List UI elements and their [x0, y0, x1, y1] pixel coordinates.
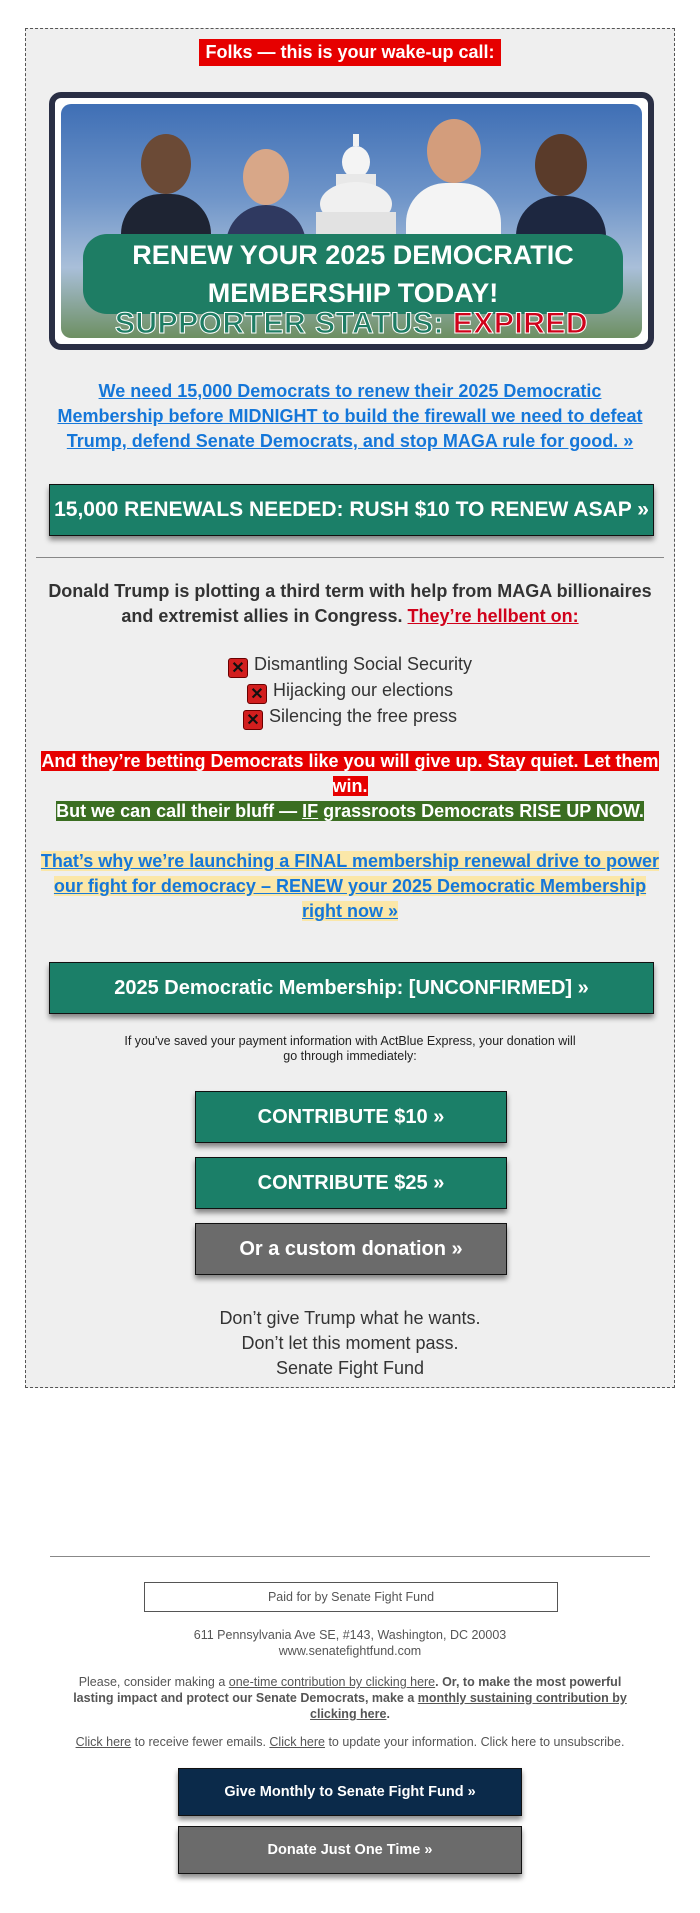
divider — [36, 557, 664, 558]
update-info-link[interactable]: Click here — [269, 1735, 325, 1749]
contribute-10-button[interactable] — [195, 1091, 507, 1143]
fewer-emails-link[interactable]: Click here — [75, 1735, 132, 1749]
email-card — [25, 28, 675, 1388]
website-line: www.senatefightfund.com — [278, 1644, 422, 1658]
list-item: ✕ Hijacking our elections — [26, 678, 674, 704]
capitol-dome-icon — [311, 134, 401, 244]
membership-unconfirmed-label: 2025 Democratic Membership: [UNCONFIRMED] » — [114, 976, 589, 999]
contribute-25-label: CONTRIBUTE $25 » — [257, 1171, 445, 1194]
give-monthly-label: Give Monthly to Senate Fight Fund » — [224, 1784, 476, 1800]
custom-donation-button[interactable] — [195, 1223, 507, 1275]
betting-paragraph — [36, 749, 664, 824]
closing-signature: Senate Fight Fund — [275, 1358, 425, 1378]
bluff-text: But we can call their bluff — IF grassroots Democrats RISE UP NOW. — [56, 801, 644, 821]
footer-consider-paragraph: Please, consider making a one-time contribution by clicking here. Or, to make the most powerful lasting impact and protect our Senate Democrats, make a monthly sustaining contribution by clicking here. — [73, 1675, 627, 1721]
renewals-needed-label: 15,000 RENEWALS NEEDED: RUSH $10 TO RENEW ASAP » — [54, 498, 649, 521]
trump-paragraph — [41, 579, 659, 629]
x-mark-icon: ✕ — [228, 658, 248, 678]
x-mark-icon: ✕ — [243, 710, 263, 730]
donate-once-label: Donate Just One Time » — [267, 1842, 433, 1858]
banner-line-2: MEMBERSHIP TODAY! — [207, 278, 499, 308]
closing-lines — [26, 1306, 674, 1381]
hellbent-text: They’re hellbent on: — [407, 606, 579, 626]
list-item: ✕ Dismantling Social Security — [26, 652, 674, 678]
x-mark-icon: ✕ — [247, 684, 267, 704]
threat-list — [26, 652, 674, 730]
banner-line-1: RENEW YOUR 2025 DEMOCRATIC — [132, 240, 574, 270]
launch-link[interactable]: That’s why we’re launching a FINAL membership renewal drive to power our fight for democracy – RENEW your 2025 Democratic Membership right now » — [40, 851, 660, 921]
footer-address — [0, 1627, 700, 1659]
paid-for-box: Paid for by Senate Fight Fund — [144, 1582, 558, 1612]
donate-once-button[interactable] — [178, 1826, 522, 1874]
closing-line-2: Don’t let this moment pass. — [241, 1333, 459, 1353]
contribute-10-label: CONTRIBUTE $10 » — [257, 1105, 445, 1128]
launch-paragraph — [36, 849, 664, 924]
status-label: SUPPORTER STATUS: — [114, 307, 444, 338]
supporter-status — [61, 307, 642, 338]
membership-unconfirmed-button[interactable] — [49, 962, 654, 1014]
wake-up-text: Folks — this is your wake-up call: — [199, 39, 500, 66]
lead-paragraph — [46, 379, 654, 454]
custom-donation-label: Or a custom donation » — [239, 1237, 463, 1260]
status-value: EXPIRED — [452, 307, 589, 338]
footer-divider — [50, 1556, 650, 1557]
list-item: ✕ Silencing the free press — [26, 704, 674, 730]
renew-banner — [83, 234, 623, 314]
betting-text: And they’re betting Democrats like you will give up. Stay quiet. Let them win. — [41, 751, 659, 796]
one-time-link[interactable]: one-time contribution by clicking here — [228, 1675, 436, 1689]
give-monthly-button[interactable] — [178, 1768, 522, 1816]
hero-banner-image[interactable] — [49, 92, 654, 350]
monthly-link[interactable]: monthly sustaining contribution by clicking here — [310, 1691, 627, 1721]
address-line: 611 Pennsylvania Ave SE, #143, Washington, DC 20003 — [193, 1628, 507, 1642]
lead-link[interactable]: We need 15,000 Democrats to renew their 2025 Democratic Membership before MIDNIGHT to build the firewall we need to defeat Trump, defend Senate Democrats, and stop MAGA rule for good. » — [57, 381, 643, 451]
contribute-25-button[interactable] — [195, 1157, 507, 1209]
trump-text: Donald Trump is plotting a third term with help from MAGA billionaires and extremist allies in Congress. — [48, 581, 652, 626]
renewals-needed-button[interactable] — [49, 484, 654, 536]
closing-line-1: Don’t give Trump what he wants. — [219, 1308, 481, 1328]
footer-manage-emails: Click here to receive fewer emails. Click here to update your information. Click here to unsubscribe. — [75, 1735, 625, 1749]
hero-photo — [61, 104, 642, 338]
actblue-express-note: If you've saved your payment information with ActBlue Express, your donation will go through immediately: — [124, 1034, 576, 1063]
wake-up-heading — [26, 39, 674, 66]
